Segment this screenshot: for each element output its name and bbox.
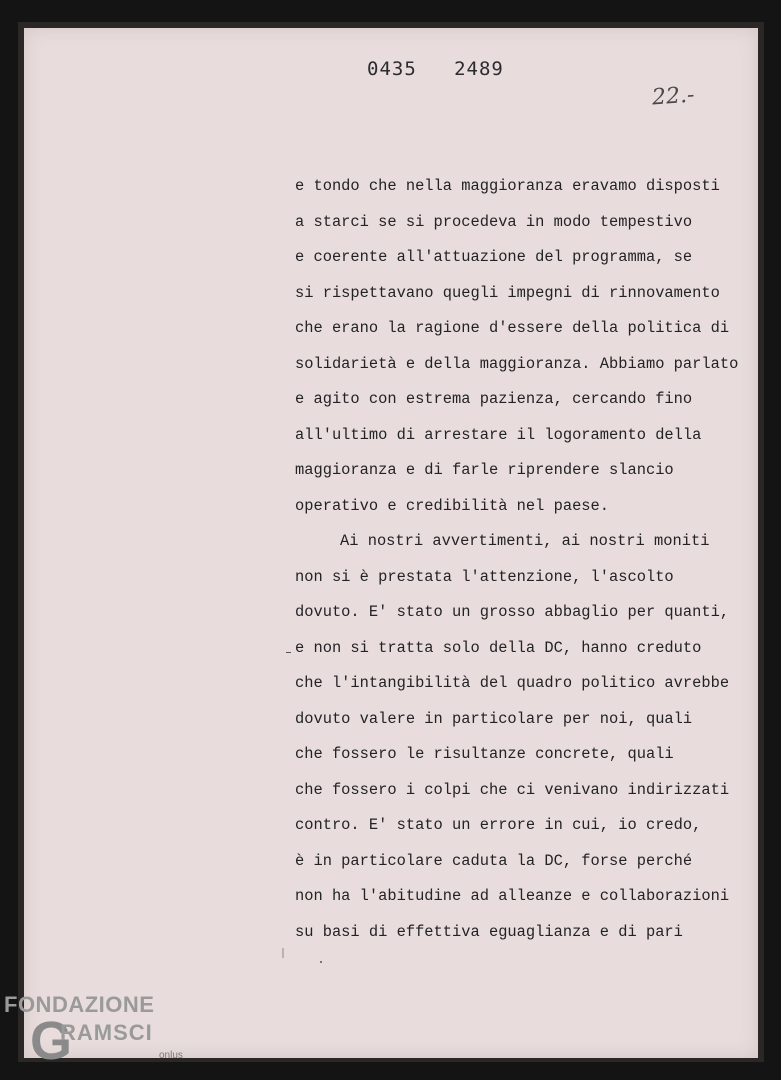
watermark-line-1: FONDAZIONE (4, 992, 155, 1017)
text-line: e non si tratta solo della DC, hanno creduto (295, 638, 702, 657)
text-line: operativo e credibilità nel paese. (295, 496, 610, 515)
text-line: dovuto valere in particolare per noi, quali (295, 709, 693, 728)
text-line: è in particolare caduta la DC, forse perché (295, 851, 693, 870)
text-line: si rispettavano quegli impegni di rinnovamento (295, 283, 720, 302)
text-line: su basi di effettiva eguaglianza e di pari (295, 922, 683, 941)
text-line: e agito con estrema pazienza, cercando fino (295, 390, 693, 408)
paragraph-start-line: Ai nostri avvertimenti, ai nostri moniti (340, 532, 710, 550)
text-line: all'ultimo di arrestare il logoramento della (295, 425, 702, 444)
text-line: dovuto. E' stato un grosso abbaglio per quanti, (295, 603, 730, 621)
watermark-line-2: RAMSCI (60, 1020, 153, 1045)
text-line: contro. E' stato un errore in cui, io credo, (295, 816, 702, 834)
text-line: maggioranza e di farle riprendere slancio (295, 461, 674, 479)
watermark-onlus: onlus (159, 1050, 183, 1061)
fondazione-gramsci-watermark (4, 992, 204, 1076)
text-line: che erano la ragione d'essere della politica di (295, 319, 730, 337)
text-line: solidarietà e della maggioranza. Abbiamo parlato (295, 354, 739, 373)
text-line: che fossero i colpi che ci venivano indirizzati (295, 780, 730, 799)
text-line: non si è prestata l'attenzione, l'ascolto (295, 567, 674, 586)
margin-tick-mark (286, 652, 291, 653)
text-line: e tondo che nella maggioranza eravamo disposti (295, 177, 720, 195)
text-line: che l'intangibilità del quadro politico avrebbe (295, 674, 730, 692)
text-line: che fossero le risultanze concrete, quali (295, 745, 674, 763)
watermark-g-logo: G (30, 1011, 73, 1071)
document-number: 0435 2489 (367, 58, 504, 80)
handwritten-page-number: 22.- (651, 82, 696, 111)
text-line: a starci se si procedeva in modo tempestivo (295, 212, 693, 231)
text-line: non ha l'abitudine ad alleanze e collaborazioni (295, 887, 730, 905)
stray-dot-mark (320, 961, 322, 963)
text-line: e coerente all'attuazione del programma, se (295, 248, 693, 266)
typed-text-body (295, 174, 747, 955)
margin-smudge (282, 948, 284, 958)
